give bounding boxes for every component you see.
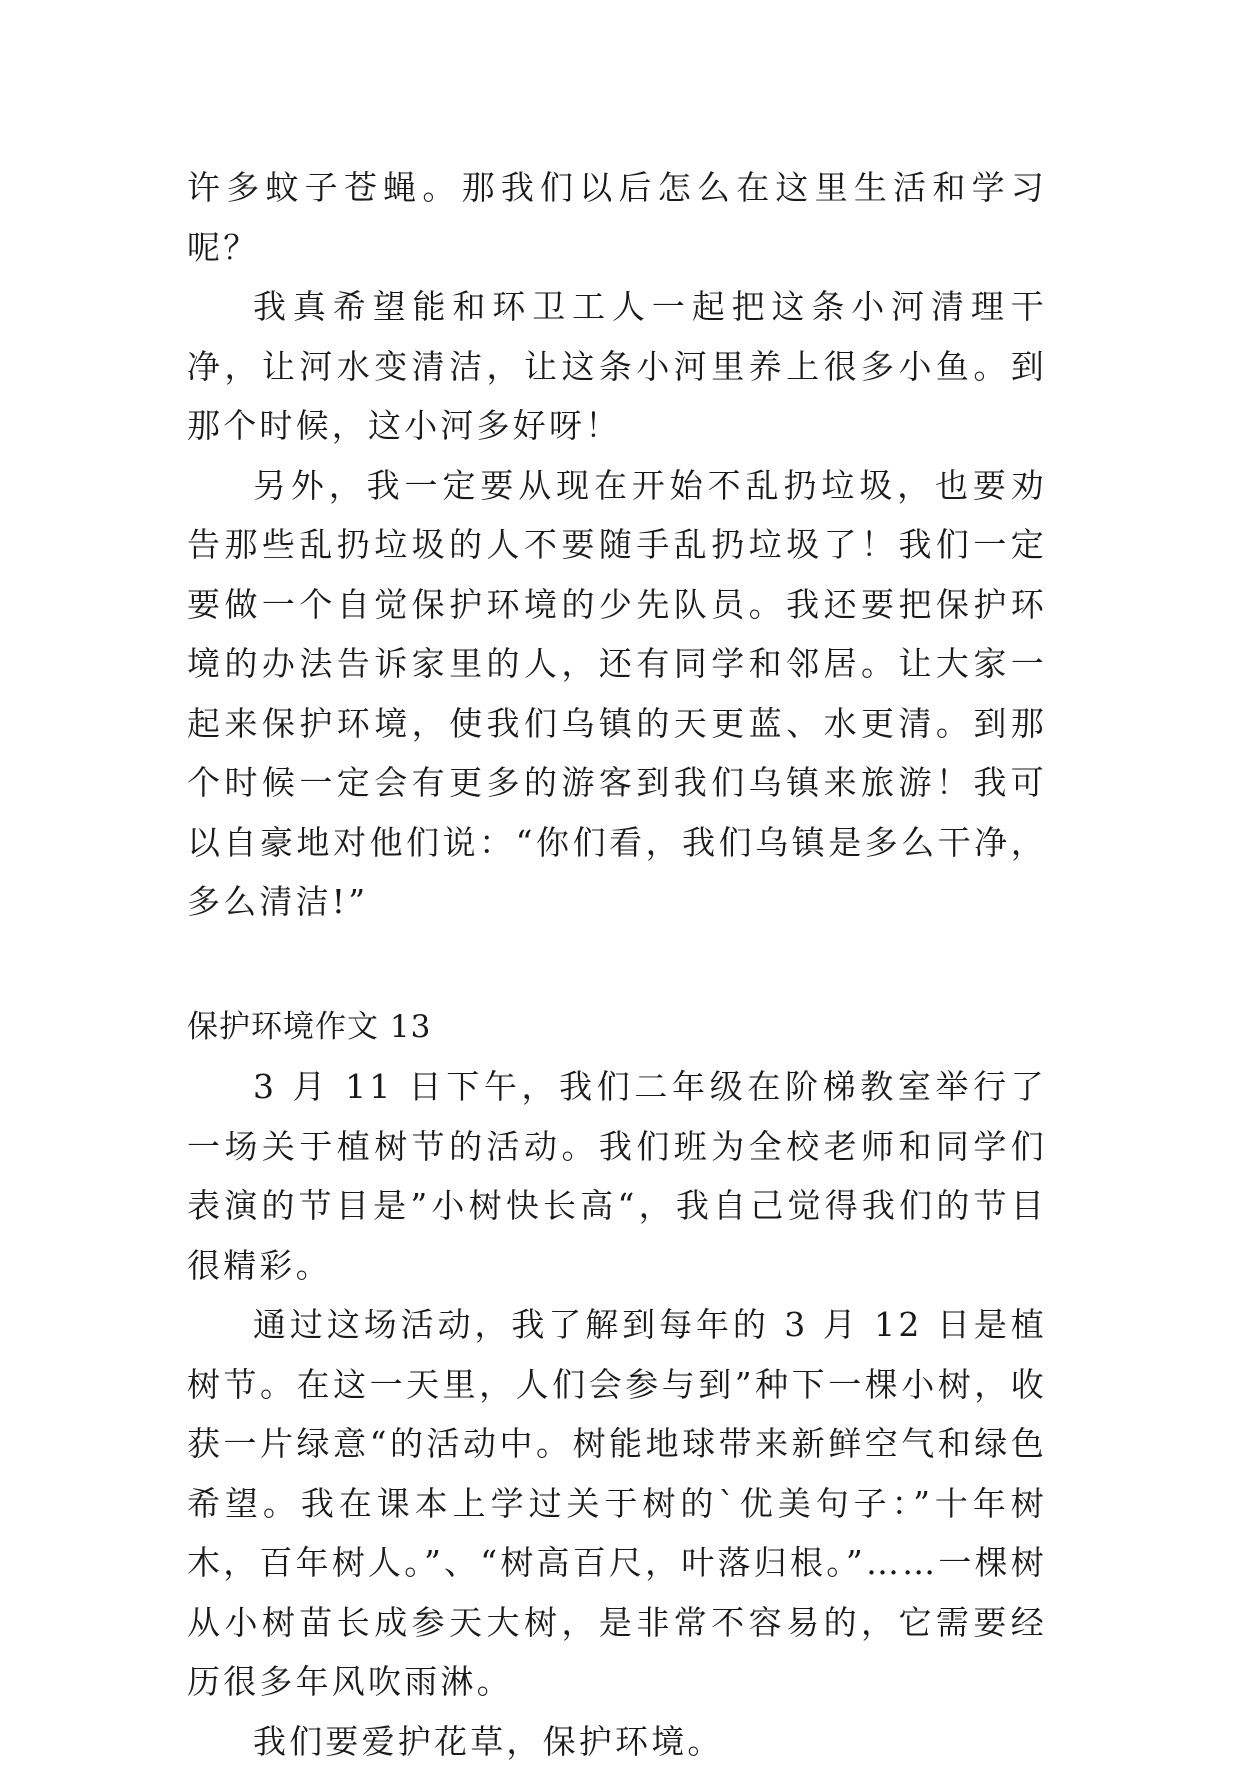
paragraph-continuation: 许多蚊子苍蝇。那我们以后怎么在这里生活和学习呢？ <box>187 158 1047 277</box>
paragraph-no-littering: 另外，我一定要从现在开始不乱扔垃圾，也要劝告那些乱扔垃圾的人不要随手乱扔垃圾了！我们一定要做一个自觉保护环境的少先队员。我还要把保护环境的办法告诉家里的人，还有同学和邻居。让大家一起来保护环境，使我们乌镇的天更蓝、水更清。到那个时候一定会有更多的游客到我们乌镇来旅游！我可以自豪地对他们说：“你们看，我们乌镇是多么干净，多么清洁!” <box>187 456 1047 932</box>
paragraph-conclusion: 我们要爱护花草，保护环境。 <box>187 1712 1047 1771</box>
paragraph-arbor-day-event: 3 月 11 日下午，我们二年级在阶梯教室举行了一场关于植树节的活动。我们班为全校老师和同学们表演的节目是”小树快长高“，我自己觉得我们的节目很精彩。 <box>187 1057 1047 1295</box>
paragraph-river-cleanup: 我真希望能和环卫工人一起把这条小河清理干净，让河水变清洁，让这条小河里养上很多小鱼。到那个时候，这小河多好呀！ <box>187 277 1047 456</box>
document-body <box>187 158 1047 1771</box>
paragraph-arbor-day-learning: 通过这场活动，我了解到每年的 3 月 12 日是植树节。在这一天里，人们会参与到”种下一棵小树，收获一片绿意“的活动中。树能地球带来新鲜空气和绿色希望。我在课本上学过关于树的`优美句子：”十年树木，百年树人。”、“树高百尺，叶落归根。”……一棵树从小树苗长成参天大树，是非常不容易的，它需要经历很多年风吹雨淋。 <box>187 1295 1047 1712</box>
section-heading: 保护环境作文 13 <box>187 998 1047 1058</box>
